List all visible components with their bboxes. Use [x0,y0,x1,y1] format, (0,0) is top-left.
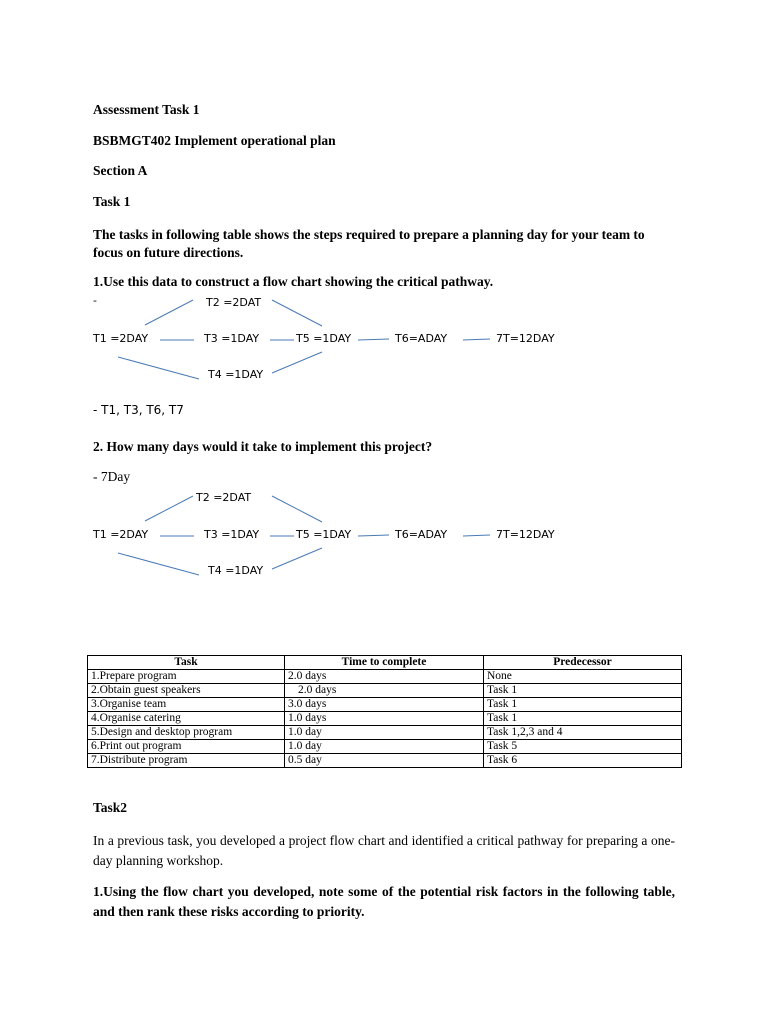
unit-title: BSBMGT402 Implement operational plan [93,133,336,148]
predecessor-cell: Task 1 [484,712,682,726]
flow-node-t3: T3 =1DAY [204,528,260,541]
time-cell: 1.0 day [285,726,484,740]
table-row [88,740,682,754]
flow-node-t2: T2 =2DAT [206,296,262,309]
table-row [88,726,682,740]
connector-t4-t5 [272,548,322,569]
table-row [88,698,682,712]
dash-marker: - [93,294,97,307]
connector-t1-t2 [145,496,193,521]
question-2: 2. How many days would it take to implement this project? [93,439,433,454]
task-cell: 1.Prepare program [88,670,285,684]
task-cell: 2.Obtain guest speakers [88,684,285,698]
flow-node-t2: T2 =2DAT [196,491,252,504]
task-cell: 3.Organise team [88,698,285,712]
table-row [88,684,682,698]
flow-node-t3: T3 =1DAY [204,332,260,345]
task2-paragraph: In a previous task, you developed a project flow chart and identified a critical pathway for preparing a one-day planning workshop. [93,833,675,868]
table-row [88,754,682,768]
time-cell: 1.0 days [285,712,484,726]
task-cell: 4.Organise catering [88,712,285,726]
task1-intro: The tasks in following table shows the steps required to prepare a planning day for your team to focus on future directions. [93,227,645,260]
task1-heading: Task 1 [93,194,131,209]
predecessor-cell: Task 5 [484,740,682,754]
flow-node-t7: 7T=12DAY [496,332,555,345]
predecessor-cell: Task 6 [484,754,682,768]
time-cell: 1.0 day [285,740,484,754]
flow-node-t6: T6=ADAY [395,332,448,345]
flow-node-t5: T5 =1DAY [296,528,352,541]
time-cell: 2.0 days [285,670,484,684]
task-table [87,655,682,768]
flow-node-t5: T5 =1DAY [296,332,352,345]
task-cell: 7.Distribute program [88,754,285,768]
flow-node-t1: T1 =2DAY [93,528,149,541]
flow-node-t6: T6=ADAY [395,528,448,541]
flow-node-t4: T4 =1DAY [208,564,264,577]
connector-t5-t6 [358,535,389,536]
time-cell: 3.0 days [285,698,484,712]
connector-t6-t7 [463,535,490,536]
critical-path-answer: - T1, T3, T6, T7 [93,403,184,417]
flow-node-t7: 7T=12DAY [496,528,555,541]
column-header-task: Task [88,656,285,670]
time-cell: 2.0 days [285,684,484,698]
flow-node-t1: T1 =2DAY [93,332,149,345]
document-title: Assessment Task 1 [93,102,200,117]
table-header-row [88,656,682,670]
connector-t2-t5 [272,496,322,522]
predecessor-cell: Task 1 [484,684,682,698]
task-cell: 6.Print out program [88,740,285,754]
flow-node-t4: T4 =1DAY [208,368,264,381]
connector-t1-t4 [118,553,199,575]
predecessor-cell: Task 1,2,3 and 4 [484,726,682,740]
task2-question-1: 1.Using the flow chart you developed, note some of the potential risk factors in the following table, and then rank these risks according to priority. [93,884,675,919]
column-header-time: Time to complete [285,656,484,670]
table-row [88,712,682,726]
task-cell: 5.Design and desktop program [88,726,285,740]
days-answer: - 7Day [93,469,131,484]
predecessor-cell: None [484,670,682,684]
section-heading: Section A [93,163,148,178]
table-row [88,670,682,684]
time-cell: 0.5 day [285,754,484,768]
question-1: 1.Use this data to construct a flow chart showing the critical pathway. [93,274,494,289]
predecessor-cell: Task 1 [484,698,682,712]
column-header-predecessor: Predecessor [484,656,682,670]
task2-heading: Task2 [93,800,128,815]
